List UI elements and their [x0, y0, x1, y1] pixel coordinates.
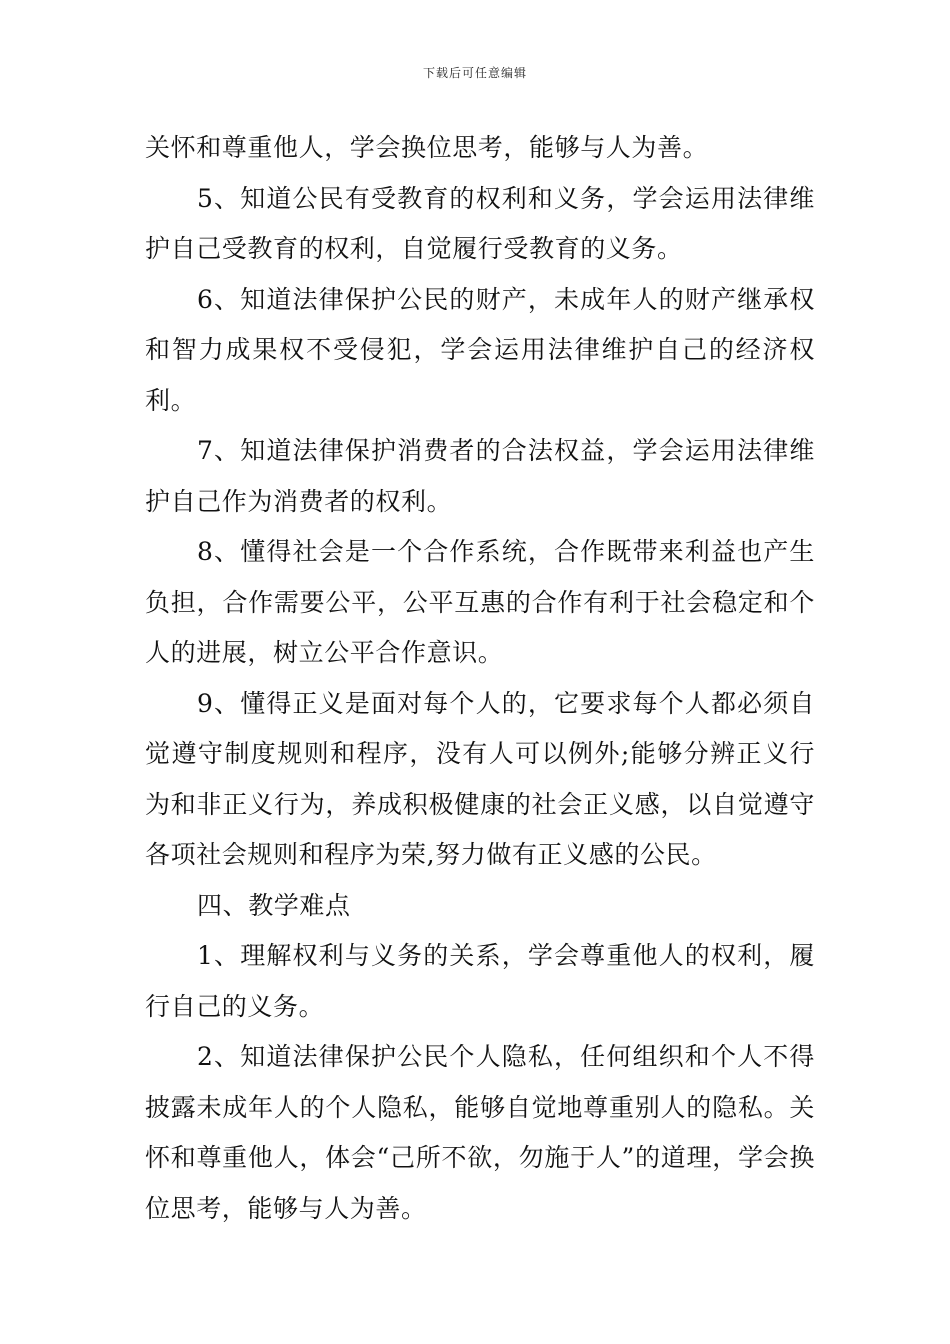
document-body — [145, 123, 815, 1234]
paragraph-item-5: 5、知道公民有受教育的权利和义务，学会运用法律维护自己受教育的权利，自觉履行受教育的义务。 — [145, 183, 815, 263]
page-header: 下载后可任意编辑 — [422, 66, 527, 80]
paragraph-item-6: 6、知道法律保护公民的财产，未成年人的财产继承权和智力成果权不受侵犯，学会运用法律维护自己的经济权利。 — [145, 284, 815, 415]
paragraph-item-8: 8、懂得社会是一个合作系统，合作既带来利益也产生负担，合作需要公平，公平互惠的合作有利于社会稳定和个人的进展，树立公平合作意识。 — [145, 537, 815, 667]
paragraph-difficulty-2: 2、知道法律保护公民个人隐私，任何组织和个人不得披露未成年人的个人隐私，能够自觉地尊重别人的隐私。关怀和尊重他人，体会“己所不欲，勿施于人”的道理，学会换位思考，能够与人为善。 — [145, 1042, 815, 1223]
paragraph-item-7: 7、知道法律保护消费者的合法权益，学会运用法律维护自己作为消费者的权利。 — [145, 436, 815, 516]
paragraph-item-9: 9、懂得正义是面对每个人的，它要求每个人都必须自觉遵守制度规则和程序，没有人可以例外;能够分辨正义行为和非正义行为，养成积极健康的社会正义感，以自觉遵守各项社会规则和程序为荣,努力做有正义感的公民。 — [145, 688, 815, 869]
paragraph-difficulty-1: 1、理解权利与义务的关系，学会尊重他人的权利，履行自己的义务。 — [145, 941, 815, 1021]
paragraph-continuation: 关怀和尊重他人，学会换位思考，能够与人为善。 — [145, 133, 709, 162]
section-heading: 四、教学难点 — [197, 890, 351, 920]
